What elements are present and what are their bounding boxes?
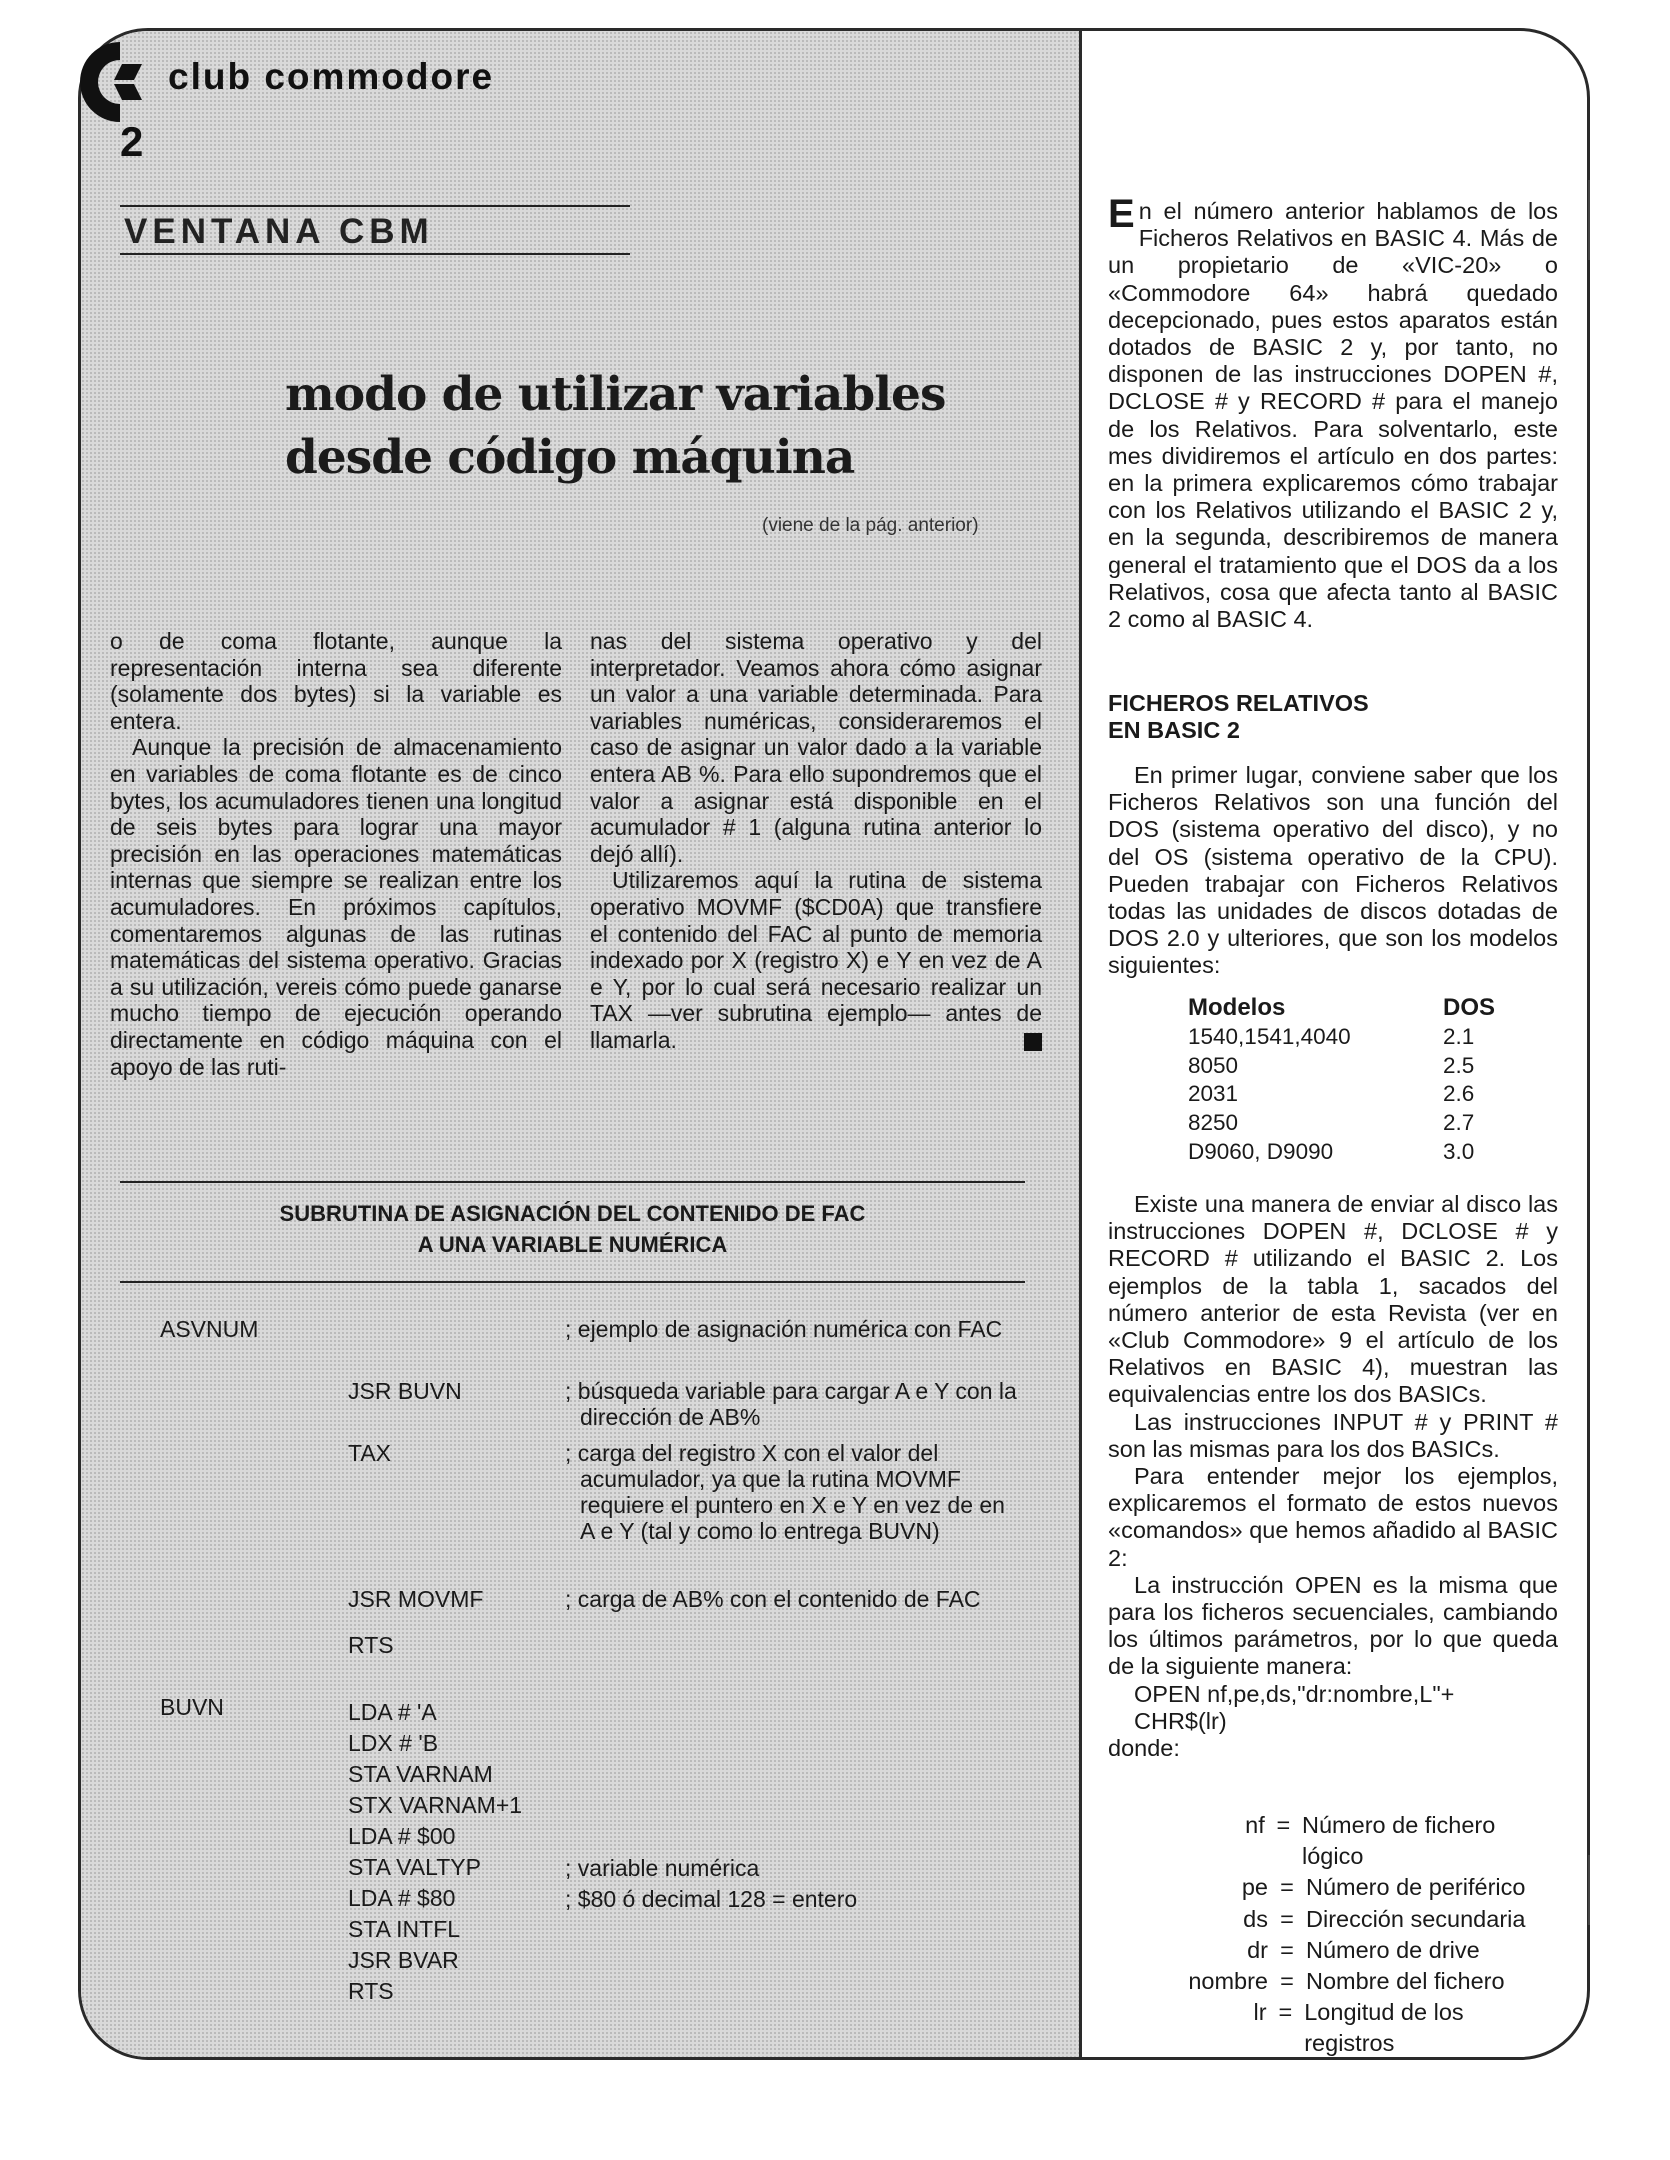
table-cell: 2031	[1188, 1081, 1239, 1107]
code-comment: ; carga del registro X con el valor del acumulador, ya que la rutina MOVMF requiere el puntero en X e Y en vez de en A e Y (tal y como lo entrega BUVN)	[565, 1440, 1005, 1544]
code-instruction: RTS	[348, 1632, 394, 1658]
code-instruction: LDX # 'B	[348, 1730, 439, 1756]
definition-term: pe	[1241, 1874, 1268, 1901]
models-header-cell: Modelos	[1188, 994, 1286, 1021]
code-instruction: JSR BVAR	[348, 1947, 459, 1973]
listing-title-line-1: SUBRUTINA DE ASIGNACIÓN DEL CONTENIDO DE FAC	[279, 1201, 866, 1226]
open-syntax-line-2: CHR$(lr)	[1134, 1707, 1227, 1734]
listing-title	[120, 1198, 1025, 1260]
table-row	[1188, 1138, 1495, 1167]
list-item: nombre = Nombre del fichero	[1108, 1966, 1558, 1997]
paragraph: Para entender mejor los ejemplos, explicaremos el formato de estos nuevos «comandos» que hemos añadido al BASIC 2:	[1108, 1463, 1558, 1571]
right-body	[1108, 1191, 1558, 1762]
table-cell: 2.5	[1443, 1052, 1475, 1078]
definitions-list	[1108, 1810, 1558, 2060]
code-instruction: STA INTFL	[348, 1916, 461, 1942]
table-cell: 2.6	[1443, 1081, 1475, 1107]
code-instruction: LDA # $80	[348, 1885, 456, 1911]
table-row	[1188, 1080, 1495, 1109]
donde-label: donde:	[1108, 1735, 1180, 1762]
list-item: lr = Longitud de los registros	[1108, 1997, 1558, 2059]
paragraph: Aunque la precisión de almacenamiento en variables de coma flotante es de cinco bytes, los acumuladores tienen una longitud de seis bytes para lograr una mayor precisión en las operaciones matemáticas internas que siempre se realizan entre los acumuladores. En próximos capítulos, comentaremos algunas de las rutinas matemáticas del sistema operativo. Gracias a su utilización, vereis cómo puede ganarse mucho tiempo de ejecución operando directamente en código máquina con el apoyo de las ruti-	[110, 734, 562, 1080]
paragraph: En primer lugar, conviene saber que los Ficheros Relativos son una función del DOS (sistema operativo del disco), y no del OS (sistema operativo de la CPU). Pueden trabajar con Ficheros Relativos todas las unidades de discos dotadas de DOS 2.0 y ulteriores, que son los modelos siguientes:	[1108, 762, 1558, 979]
table-cell: 3.0	[1443, 1138, 1475, 1164]
right-intro	[1108, 192, 1558, 633]
definition-text: Longitud de los registros	[1304, 1999, 1464, 2057]
code-instruction: JSR MOVMF	[348, 1586, 484, 1612]
right-dos-paragraph	[1108, 762, 1558, 980]
table-cell: 8250	[1188, 1110, 1239, 1136]
margin-tick	[1588, 1855, 1590, 1925]
definition-term: nombre	[1188, 1968, 1268, 1995]
continued-note: (viene de la pág. anterior)	[762, 515, 979, 536]
end-mark-icon	[1024, 1033, 1042, 1051]
section-heading-line-2: EN BASIC 2	[1108, 717, 1240, 743]
paragraph: Existe una manera de enviar al disco las instrucciones DOPEN #, DCLOSE # y RECORD # utilizando el BASIC 2. Los ejemplos de la tabla 1, sacados del número anterior de esta Revista (ver en «Club Commodore» 9 el artículo de los Relativos en BASIC 4), muestran las equivalencias entre los dos BASICs.	[1108, 1191, 1558, 1408]
table-row	[1188, 1052, 1495, 1081]
section-heading-line-1: FICHEROS RELATIVOS	[1108, 690, 1369, 716]
code-instruction: LDA # 'A	[348, 1699, 437, 1725]
list-item: pe = Número de periférico	[1108, 1872, 1558, 1903]
section-rule-top	[120, 205, 630, 207]
list-item: ds = Dirección secundaria	[1108, 1904, 1558, 1935]
models-header	[1188, 994, 1495, 1023]
issue-number: 2	[120, 118, 144, 165]
drop-cap: E	[1108, 192, 1135, 236]
code-instruction: STX VARNAM+1	[348, 1792, 523, 1818]
code-comment: ; variable numérica	[565, 1855, 760, 1881]
list-item: dr = Número de drive	[1108, 1935, 1558, 1966]
definition-term: lr	[1253, 1999, 1267, 2026]
definition-text: Nombre del fichero	[1306, 1968, 1505, 1995]
paragraph: n el número anterior hablamos de los Ficheros Relativos en BASIC 4. Más de un propietario de «VIC-20» o «Commodore 64» habrá quedado decepcionado, pues estos aparatos están dotados de BASIC 2 y, por tanto, no disponen de las instrucciones DOPEN #, DCLOSE # y RECORD # para el manejo de los Relativos. Para solventarlo, este mes dividiremos el artículo en dos partes: en la primera explicaremos cómo trabajar con los Relativos utilizando el BASIC 2 y, en la segunda, describiremos de manera general el tratamiento que el DOS da a los Relativos, cosa que afecta tanto al BASIC 2 como al BASIC 4.	[1108, 198, 1558, 633]
listing-title-line-2: A UNA VARIABLE NUMÉRICA	[417, 1232, 728, 1257]
code-comment: ; $80 ó decimal 128 = entero	[565, 1886, 858, 1912]
definition-term: dr	[1247, 1936, 1268, 1963]
definition-text: Número de drive	[1306, 1936, 1480, 1963]
models-header-cell: DOS	[1443, 994, 1496, 1021]
listing-rule-bottom	[120, 1281, 1025, 1283]
code-instruction: RTS	[348, 1978, 394, 2004]
open-syntax-line-1: OPEN nf,pe,ds,"dr:nombre,L"+	[1134, 1680, 1455, 1707]
paragraph: La instrucción OPEN es la misma que para los ficheros secuenciales, cambiando los últimos parámetros, por lo que queda de la siguiente manera:	[1108, 1571, 1558, 1680]
table-cell: 8050	[1188, 1052, 1239, 1078]
definition-text: Dirección secundaria	[1306, 1905, 1526, 1932]
headline-line-1: modo de utilizar variables	[285, 367, 946, 422]
code-instruction: LDA # $00	[348, 1823, 456, 1849]
table-cell: 1540,1541,4040	[1188, 1023, 1351, 1049]
paragraph: Las instrucciones INPUT # y PRINT # son las mismas para los dos BASICs.	[1108, 1408, 1558, 1462]
paragraph: o de coma flotante, aunque la representación interna sea diferente (solamente dos bytes) si la variable es entera.	[110, 628, 562, 734]
section-title: VENTANA CBM	[124, 212, 434, 251]
table-row	[1188, 1023, 1495, 1052]
code-instruction: JSR BUVN	[348, 1378, 462, 1404]
article-column-1	[110, 628, 562, 1080]
paragraph: nas del sistema operativo y del interpretador. Veamos ahora cómo asignar un valor a una variable determinada. Para variables numéricas, consideraremos el caso de asignar un valor dado a la variable entera AB %. Para ello supondremos que el valor a asignar está disponible en el acumulador # 1 (alguna rutina anterior lo dejó allí).	[590, 628, 1042, 867]
definition-term: nf	[1245, 1812, 1265, 1838]
table-cell: 2.7	[1443, 1110, 1475, 1136]
code-comment: ; búsqueda variable para cargar A e Y con la dirección de AB%	[565, 1378, 1017, 1430]
section-rule-bottom	[120, 253, 630, 255]
code-label-asvnum: ASVNUM	[160, 1316, 259, 1342]
code-comment: ; carga de AB% con el contenido de FAC	[565, 1586, 981, 1612]
definition-term: ds	[1243, 1905, 1268, 1932]
brand-name: club commodore	[168, 56, 495, 97]
code-instruction: STA VALTYP	[348, 1854, 481, 1880]
table-cell: D9060, D9090	[1188, 1138, 1334, 1164]
article-column-2	[590, 628, 1042, 1054]
list-item: nf = Número de fichero lógico	[1108, 1810, 1558, 1872]
models-table	[1188, 994, 1495, 1167]
headline-line-2: desde código máquina	[285, 430, 855, 485]
code-instruction: STA VARNAM	[348, 1761, 493, 1787]
definition-text: Número de periférico	[1306, 1874, 1526, 1901]
definition-text: Número de fichero lógico	[1302, 1812, 1496, 1870]
commodore-logo-icon	[72, 34, 142, 130]
code-label-buvn: BUVN	[160, 1694, 224, 1720]
listing-rule-top	[120, 1181, 1025, 1183]
margin-tick	[1588, 180, 1590, 260]
section-heading	[1108, 690, 1369, 744]
paragraph-text: Utilizaremos aquí la rutina de sistema operativo MOVMF ($CD0A) que transfiere el contenido del FAC al punto de memoria indexado por X (registro X) e Y en vez de A e Y, por lo cual será necesario realizar un TAX —ver subrutina ejemplo— antes de llamarla.	[590, 867, 1042, 1053]
buvn-instruction-list	[348, 1697, 522, 2007]
table-cell: 2.1	[1443, 1023, 1475, 1049]
code-instruction: TAX	[348, 1440, 392, 1466]
table-row	[1188, 1109, 1495, 1138]
paragraph	[590, 867, 1042, 1053]
code-comment: ; ejemplo de asignación numérica con FAC	[565, 1316, 1003, 1342]
